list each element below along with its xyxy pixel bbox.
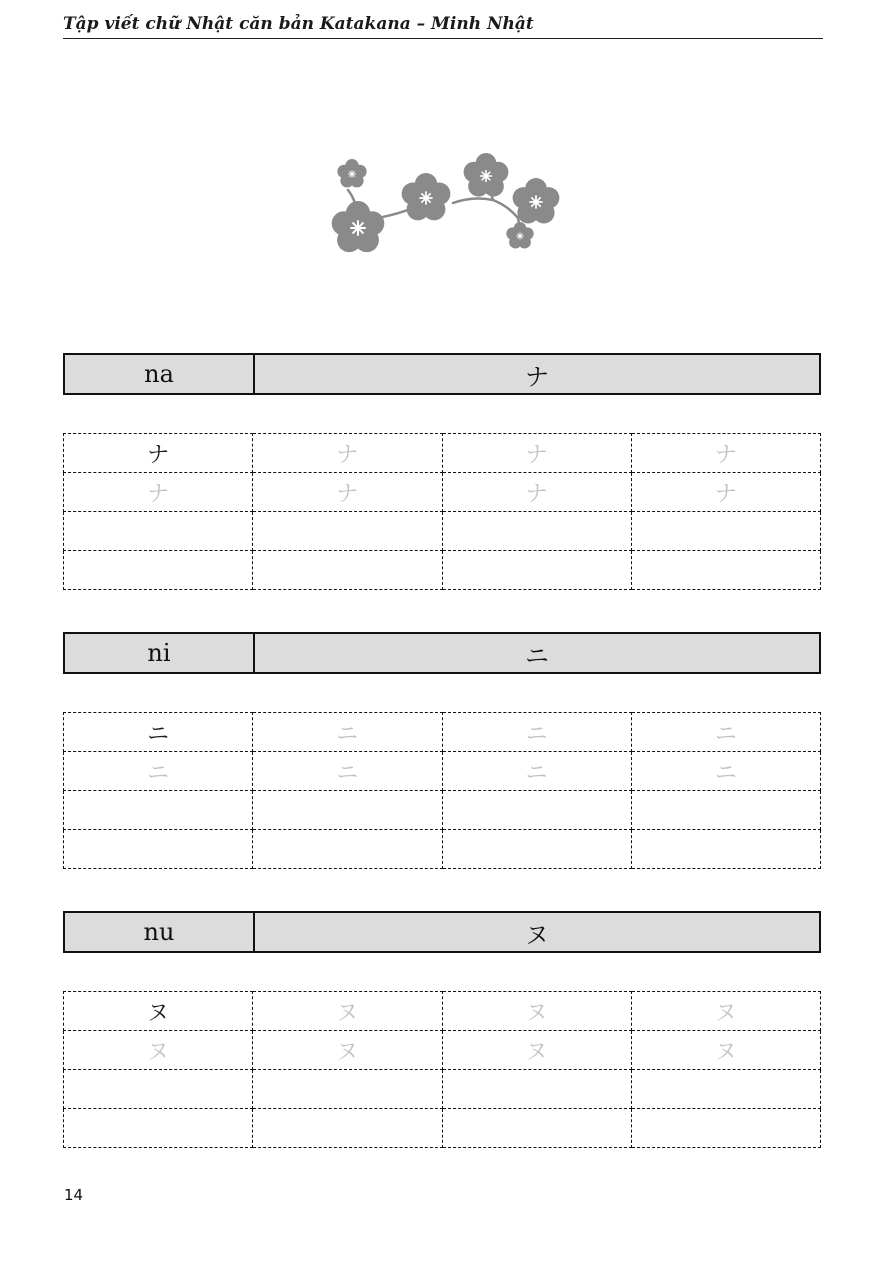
- empty-cell: [631, 791, 820, 830]
- empty-cell: [253, 551, 442, 590]
- page-number: 14: [64, 1186, 84, 1204]
- practice-grid-na: [63, 433, 821, 590]
- title-row-na: [63, 353, 821, 395]
- practice-grid-ni: [63, 712, 821, 869]
- empty-cell: [64, 1109, 253, 1148]
- empty-cell: [64, 551, 253, 590]
- trace-cell: ヌ: [64, 1031, 253, 1070]
- empty-cell: [253, 1070, 442, 1109]
- title-row-ni: [63, 632, 821, 674]
- empty-cell: [631, 1070, 820, 1109]
- kana-label: ニ: [254, 633, 820, 673]
- header-divider: [63, 38, 823, 39]
- trace-cell: ナ: [631, 473, 820, 512]
- trace-cell: ニ: [442, 713, 631, 752]
- empty-cell: [253, 1109, 442, 1148]
- practice-cell: ニ: [64, 713, 253, 752]
- trace-cell: ニ: [442, 752, 631, 791]
- empty-cell: [631, 1109, 820, 1148]
- trace-cell: ニ: [631, 752, 820, 791]
- empty-cell: [631, 551, 820, 590]
- kana-label: ヌ: [254, 912, 820, 952]
- empty-cell: [442, 551, 631, 590]
- trace-cell: ヌ: [442, 1031, 631, 1070]
- trace-cell: ヌ: [631, 992, 820, 1031]
- trace-cell: ニ: [253, 752, 442, 791]
- empty-cell: [64, 791, 253, 830]
- empty-cell: [253, 830, 442, 869]
- romaji-label: nu: [64, 912, 254, 952]
- trace-cell: ヌ: [253, 992, 442, 1031]
- empty-cell: [631, 512, 820, 551]
- empty-cell: [64, 512, 253, 551]
- trace-cell: ナ: [253, 434, 442, 473]
- trace-cell: ナ: [64, 473, 253, 512]
- empty-cell: [631, 830, 820, 869]
- page-header-title: Tập viết chữ Nhật căn bản Katakana – Minh Nhật: [63, 14, 534, 34]
- empty-cell: [253, 791, 442, 830]
- cherry-blossom-icon: [318, 148, 568, 266]
- empty-cell: [64, 1070, 253, 1109]
- trace-cell: ヌ: [442, 992, 631, 1031]
- empty-cell: [442, 791, 631, 830]
- title-row-nu: [63, 911, 821, 953]
- trace-cell: ヌ: [631, 1031, 820, 1070]
- trace-cell: ヌ: [253, 1031, 442, 1070]
- empty-cell: [253, 512, 442, 551]
- trace-cell: ナ: [631, 434, 820, 473]
- romaji-label: ni: [64, 633, 254, 673]
- practice-cell: ヌ: [64, 992, 253, 1031]
- practice-cell: ナ: [64, 434, 253, 473]
- empty-cell: [64, 830, 253, 869]
- practice-grid-nu: [63, 991, 821, 1148]
- trace-cell: ナ: [442, 434, 631, 473]
- trace-cell: ニ: [64, 752, 253, 791]
- kana-label: ナ: [254, 354, 820, 394]
- trace-cell: ニ: [631, 713, 820, 752]
- trace-cell: ナ: [442, 473, 631, 512]
- trace-cell: ニ: [253, 713, 442, 752]
- romaji-label: na: [64, 354, 254, 394]
- empty-cell: [442, 1109, 631, 1148]
- empty-cell: [442, 1070, 631, 1109]
- empty-cell: [442, 512, 631, 551]
- trace-cell: ナ: [253, 473, 442, 512]
- empty-cell: [442, 830, 631, 869]
